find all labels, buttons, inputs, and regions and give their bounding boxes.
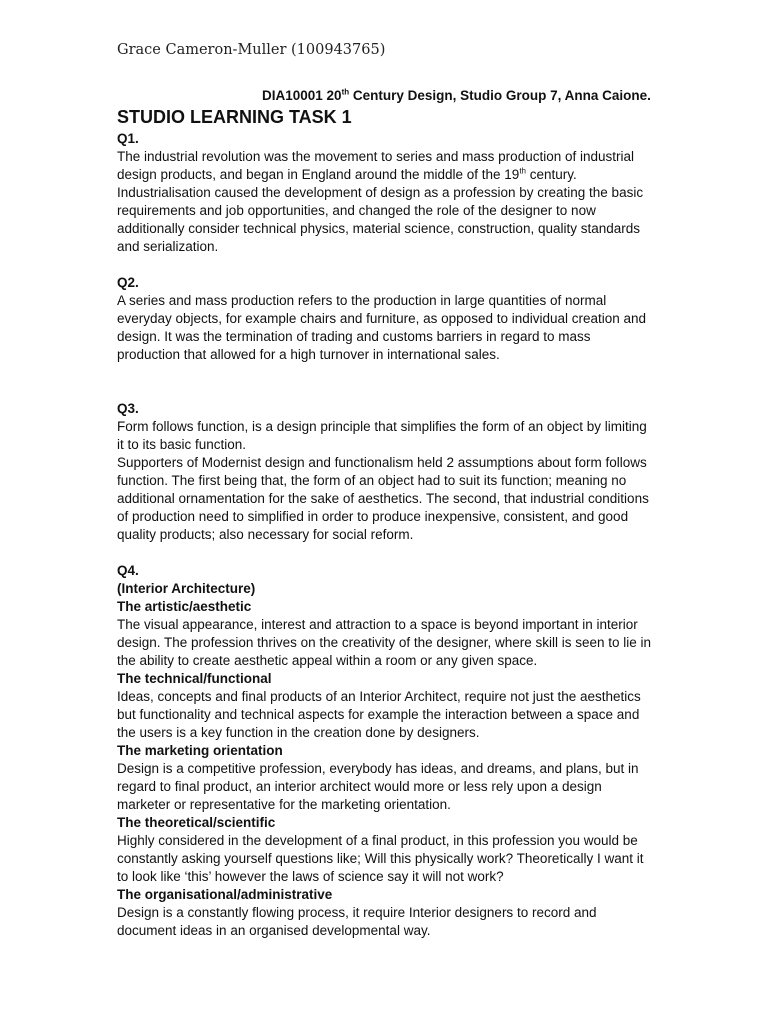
- q3-text-2: Supporters of Modernist design and functionalism held 2 assumptions about form follows function. The first being that, the form of an object had to suit its function; meaning no additional ornamentation for the sake of aesthetics. The second, that industrial conditions of production need to simplified in order to produce inexpensive, consistent, and good quality products; also necessary for social reform.: [117, 455, 649, 542]
- q1-text-b: century. Industrialisation caused the development of design as a profession by creating the basic requirements and job opportunities, and changed the role of the designer to now additionally consider technical physics, material science, construction, quality standards and serialization.: [117, 167, 644, 254]
- q1-text-a: The industrial revolution was the movement to series and mass production of industrial design products, and began in England around the middle of the 19: [117, 149, 635, 182]
- q4-heading-technical: The technical/functional: [117, 671, 272, 686]
- q4-text-organisational: Design is a constantly flowing process, it require Interior designers to record and document ideas in an organised developmental way.: [117, 905, 597, 938]
- q4-label: Q4.: [117, 563, 139, 578]
- q4-text-artistic: The visual appearance, interest and attraction to a space is beyond important in interior design. The profession thrives on the creativity of the designer, where skill is seen to lie in the ability to create aesthetic appeal within a room or any given space.: [117, 617, 652, 668]
- q1-superscript: th: [519, 166, 526, 176]
- course-suffix: Century Design, Studio Group 7, Anna Caione.: [349, 88, 651, 103]
- q4-text-technical: Ideas, concepts and final products of an Interior Architect, require not just the aesthetics but functionality and technical aspects for example the interaction between a space and the users is a key function in the creation done by designers.: [117, 689, 641, 740]
- course-superscript: th: [341, 87, 350, 97]
- q4-heading-organisational: The organisational/administrative: [117, 887, 333, 902]
- q2-section: [117, 274, 657, 364]
- q4-text-marketing: Design is a competitive profession, everybody has ideas, and dreams, and plans, but in regard to final product, an interior architect would more or less rely upon a design marketer or representative for the marketing orientation.: [117, 761, 639, 812]
- q4-heading-artistic: The artistic/aesthetic: [117, 599, 252, 614]
- course-prefix: DIA10001 20: [262, 88, 342, 103]
- q1-section: [117, 130, 657, 256]
- q2-label: Q2.: [117, 275, 139, 290]
- author-line: Grace Cameron-Muller (100943765): [117, 42, 386, 58]
- q3-text-1: Form follows function, is a design principle that simplifies the form of an object by limiting it to its basic function.: [117, 419, 647, 452]
- q3-label: Q3.: [117, 401, 139, 416]
- q3-section: [117, 400, 657, 544]
- q4-section: [117, 562, 657, 940]
- q4-text-theoretical: Highly considered in the development of a final product, in this profession you would be constantly asking yourself questions like; Will this physically work? Theoretically I want it to look like ‘this’ however the laws of science say it will not work?: [117, 833, 644, 884]
- course-line: [262, 88, 651, 103]
- q2-text: A series and mass production refers to the production in large quantities of normal everyday objects, for example chairs and furniture, as opposed to individual creation and design. It was the termination of trading and customs barriers in regard to mass production that allowed for a high turnover in international sales.: [117, 293, 647, 362]
- q1-label: Q1.: [117, 131, 139, 146]
- task-title: STUDIO LEARNING TASK 1: [117, 107, 352, 127]
- q4-heading-marketing: The marketing orientation: [117, 743, 283, 758]
- q1-text: [117, 148, 657, 256]
- q4-subtitle: (Interior Architecture): [117, 581, 256, 596]
- q4-heading-theoretical: The theoretical/scientific: [117, 815, 276, 830]
- document-body: [117, 106, 657, 940]
